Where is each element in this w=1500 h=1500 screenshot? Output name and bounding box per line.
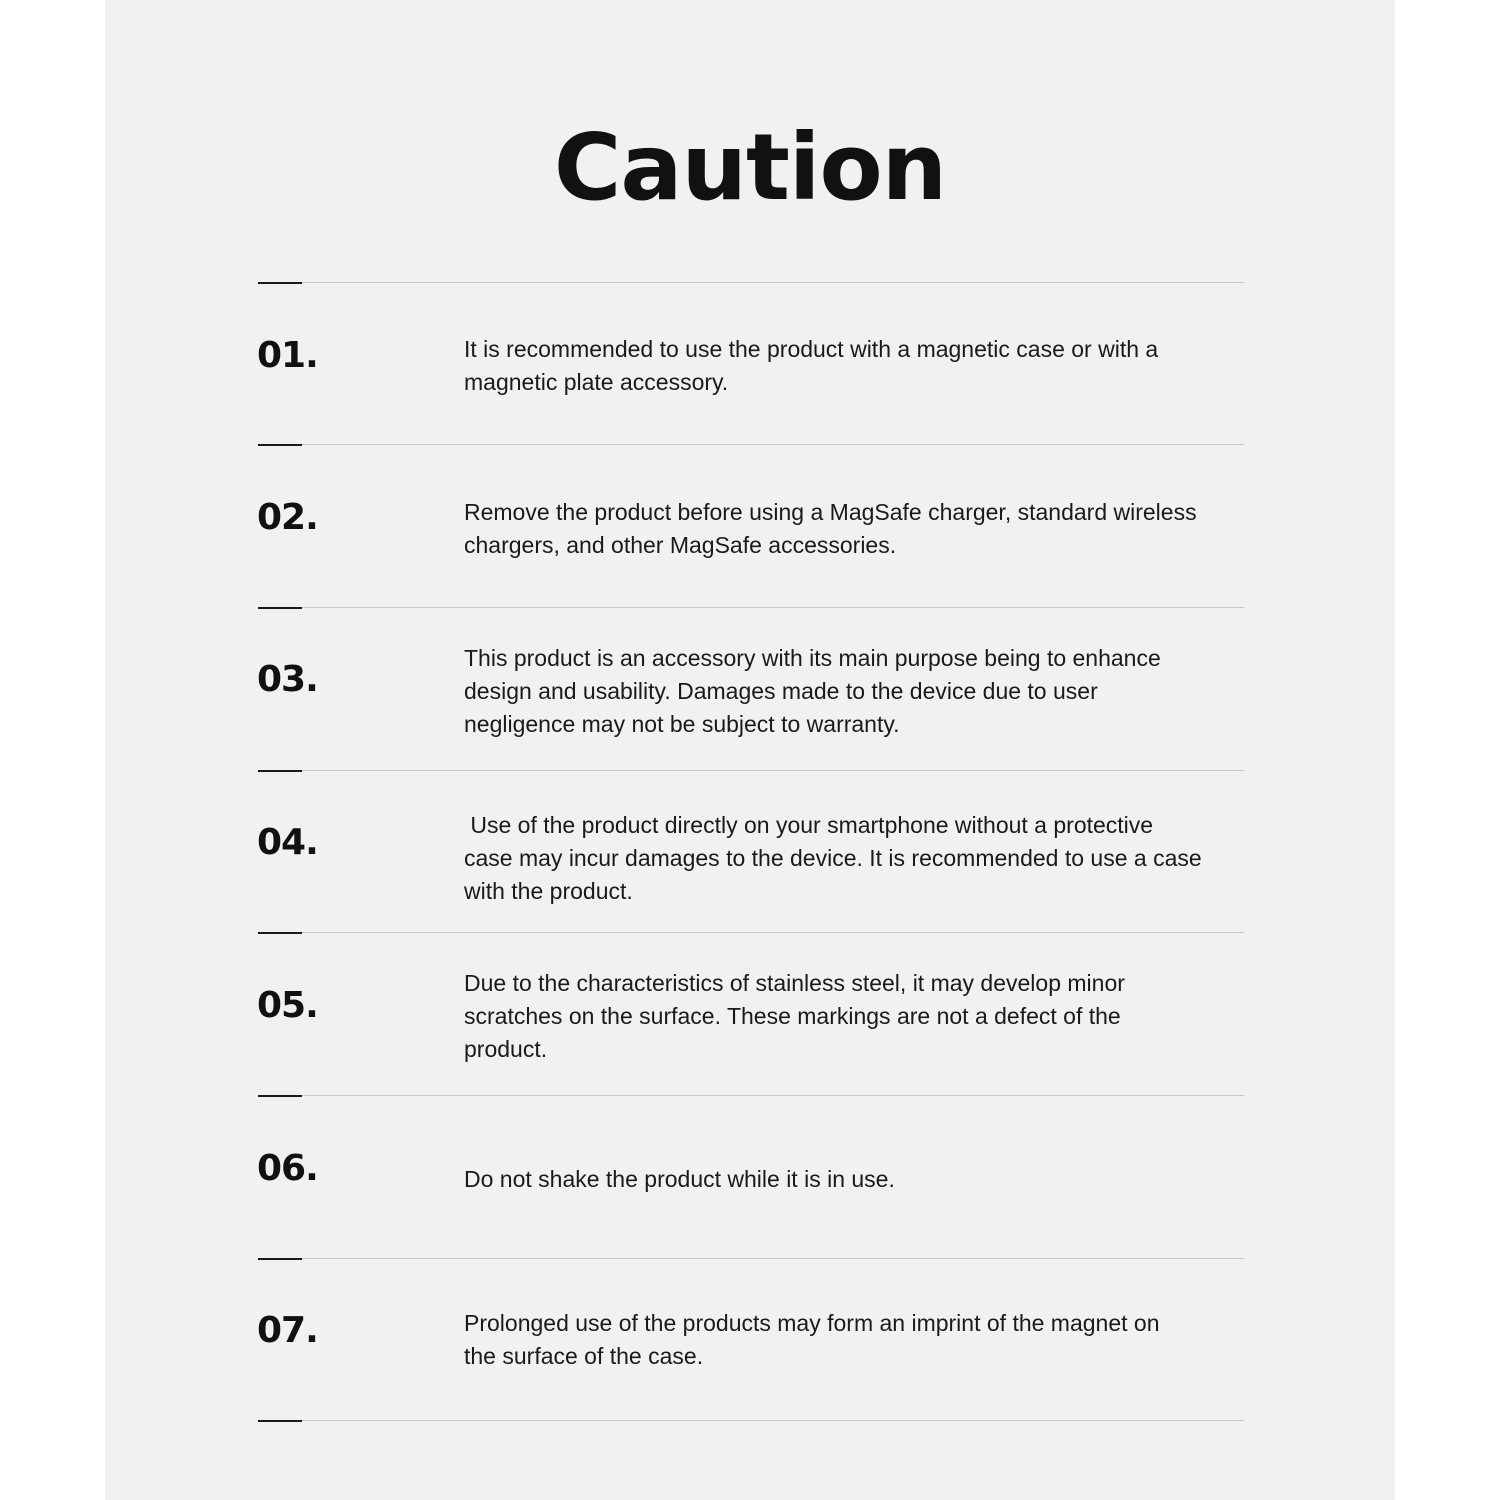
caution-number: 07. bbox=[257, 1310, 318, 1351]
caution-number: 06. bbox=[257, 1148, 318, 1189]
content-panel bbox=[105, 0, 1395, 1500]
caution-text: Do not shake the product while it is in use. bbox=[464, 1166, 895, 1192]
caution-text: This product is an accessory with its main purpose being to enhance design and usability. Damages made to the device due to user negligence may not be subject to warranty. bbox=[464, 645, 1161, 737]
caution-text: Due to the characteristics of stainless steel, it may develop minor scratches on the surface. These markings are not a defect of the product. bbox=[464, 970, 1125, 1062]
caution-number: 02. bbox=[257, 497, 318, 538]
caution-number: 04. bbox=[257, 822, 318, 863]
caution-number: 01. bbox=[257, 335, 318, 376]
caution-text: It is recommended to use the product with a magnetic case or with a magnetic plate accessory. bbox=[464, 336, 1159, 395]
caution-text: Use of the product directly on your smartphone without a protective case may incur damages to the device. It is recommended to use a case with the product. bbox=[464, 812, 1202, 904]
caution-number: 05. bbox=[257, 985, 318, 1026]
caution-text: Prolonged use of the products may form an imprint of the magnet on the surface of the case. bbox=[464, 1310, 1160, 1369]
page-title: Caution bbox=[553, 114, 947, 221]
caution-text: Remove the product before using a MagSafe charger, standard wireless chargers, and other MagSafe accessories. bbox=[464, 499, 1197, 558]
caution-number: 03. bbox=[257, 659, 318, 700]
